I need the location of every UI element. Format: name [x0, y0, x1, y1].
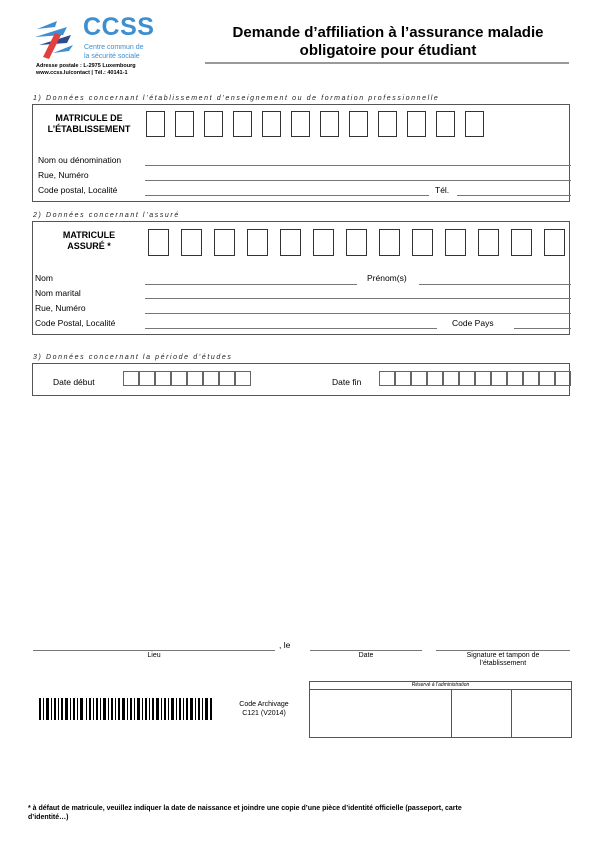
- matricule-digit-box[interactable]: [511, 229, 532, 256]
- insured-postal-label: Code Postal, Localité: [35, 318, 116, 328]
- section-3-box: [32, 363, 570, 396]
- insured-matricule-boxes[interactable]: [148, 229, 565, 256]
- insured-country-field[interactable]: [514, 328, 571, 329]
- admin-reserved-label: Réservé à l’administration: [411, 682, 470, 688]
- matricule-digit-box[interactable]: [146, 111, 165, 137]
- section-1-title: 1) Données concernant l’établissement d’enseignement ou de formation professionnelle: [33, 95, 440, 102]
- date-digit-box[interactable]: [491, 371, 507, 386]
- matricule-digit-box[interactable]: [148, 229, 169, 256]
- archive-code-label: Code Archivage: [239, 701, 289, 708]
- logo-subtitle-2: la sécurité sociale: [84, 53, 140, 60]
- insured-name-label: Nom: [35, 273, 53, 283]
- le-text: , le: [279, 640, 291, 650]
- date-digit-box[interactable]: [219, 371, 235, 386]
- date-digit-box[interactable]: [475, 371, 491, 386]
- insured-name-field[interactable]: [145, 284, 357, 285]
- date-digit-box[interactable]: [379, 371, 395, 386]
- place-caption: Lieu: [147, 652, 161, 659]
- date-digit-box[interactable]: [155, 371, 171, 386]
- date-digit-box[interactable]: [523, 371, 539, 386]
- matricule-digit-box[interactable]: [349, 111, 368, 137]
- date-digit-box[interactable]: [235, 371, 251, 386]
- matricule-digit-box[interactable]: [204, 111, 223, 137]
- date-digit-box[interactable]: [555, 371, 571, 386]
- archive-code-value: C121 (V2014): [242, 710, 286, 717]
- ccss-logo: [33, 13, 158, 63]
- date-digit-box[interactable]: [395, 371, 411, 386]
- insured-street-field[interactable]: [145, 313, 571, 314]
- title-line-1: Demande d’affiliation à l’assurance maladie: [232, 24, 544, 41]
- title-underline: [205, 62, 569, 64]
- start-date-boxes[interactable]: [123, 371, 251, 386]
- date-digit-box[interactable]: [139, 371, 155, 386]
- matricule-digit-box[interactable]: [412, 229, 433, 256]
- date-digit-box[interactable]: [411, 371, 427, 386]
- matricule-digit-box[interactable]: [346, 229, 367, 256]
- matricule-digit-box[interactable]: [478, 229, 499, 256]
- end-date-label: Date fin: [332, 377, 362, 387]
- page-title: [205, 24, 571, 60]
- admin-divider-2: [511, 690, 512, 737]
- section-1-box: [32, 104, 570, 202]
- archive-code: [228, 700, 300, 718]
- establishment-tel-label: Tél.: [435, 185, 450, 195]
- insured-postal-field[interactable]: [145, 328, 437, 329]
- matricule-digit-box[interactable]: [320, 111, 339, 137]
- date-digit-box[interactable]: [427, 371, 443, 386]
- date-digit-box[interactable]: [123, 371, 139, 386]
- section-2-title: 2) Données concernant l’assuré: [33, 212, 180, 219]
- date-digit-box[interactable]: [507, 371, 523, 386]
- establishment-name-label: Nom ou dénomination: [38, 155, 122, 165]
- footnote: [28, 804, 568, 822]
- start-date-label: Date début: [53, 377, 95, 387]
- date-digit-box[interactable]: [171, 371, 187, 386]
- insured-firstname-label: Prénom(s): [367, 273, 407, 283]
- matricule-digit-box[interactable]: [233, 111, 252, 137]
- date-digit-box[interactable]: [203, 371, 219, 386]
- admin-reserved-box: [309, 681, 572, 738]
- matricule-digit-box[interactable]: [175, 111, 194, 137]
- insured-firstname-field[interactable]: [419, 284, 571, 285]
- signature-field[interactable]: [436, 650, 570, 651]
- date-digit-box[interactable]: [443, 371, 459, 386]
- logo-subtitle-1: Centre commun de: [84, 44, 144, 51]
- end-date-boxes[interactable]: [379, 371, 571, 386]
- establishment-postal-label: Code postal, Localité: [38, 185, 118, 195]
- matricule-digit-box[interactable]: [544, 229, 565, 256]
- matricule-digit-box[interactable]: [436, 111, 455, 137]
- place-field[interactable]: [33, 650, 275, 651]
- date-caption: Date: [358, 652, 374, 659]
- insured-street-label: Rue, Numéro: [35, 303, 86, 313]
- establishment-name-field[interactable]: [145, 165, 571, 166]
- insured-country-label: Code Pays: [452, 318, 494, 328]
- admin-divider-1: [451, 690, 452, 737]
- matricule-digit-box[interactable]: [181, 229, 202, 256]
- establishment-tel-field[interactable]: [457, 195, 571, 196]
- title-line-2: obligatoire pour étudiant: [299, 42, 477, 59]
- establishment-street-field[interactable]: [145, 180, 571, 181]
- establishment-street-label: Rue, Numéro: [38, 170, 89, 180]
- date-field[interactable]: [310, 650, 422, 651]
- postal-address: Adresse postale : L-2975 Luxembourg: [36, 63, 136, 69]
- insured-marital-field[interactable]: [145, 298, 571, 299]
- matricule-digit-box[interactable]: [247, 229, 268, 256]
- logo-text: CCSS: [83, 13, 155, 41]
- matricule-digit-box[interactable]: [291, 111, 310, 137]
- date-digit-box[interactable]: [187, 371, 203, 386]
- establishment-matricule-label: MATRICULE DE L’ÉTABLISSEMENT: [47, 113, 131, 134]
- section-3-title: 3) Données concernant la période d’études: [33, 354, 233, 361]
- section-2-box: [32, 221, 570, 335]
- establishment-postal-field[interactable]: [145, 195, 429, 196]
- matricule-digit-box[interactable]: [378, 111, 397, 137]
- signature-caption: Signature et tampon de l’établissement: [466, 652, 540, 667]
- matricule-digit-box[interactable]: [313, 229, 334, 256]
- matricule-digit-box[interactable]: [214, 229, 235, 256]
- footnote-line-2: d’identité…): [28, 814, 69, 821]
- date-digit-box[interactable]: [539, 371, 555, 386]
- matricule-digit-box[interactable]: [280, 229, 301, 256]
- date-digit-box[interactable]: [459, 371, 475, 386]
- matricule-digit-box[interactable]: [407, 111, 426, 137]
- footnote-line-1: * à défaut de matricule, veuillez indiquer la date de naissance et joindre une copie d’une pièce d’identité officielle (passeport, carte: [28, 805, 462, 812]
- insured-marital-label: Nom marital: [35, 288, 81, 298]
- barcode: [39, 698, 212, 720]
- admin-header: [310, 682, 571, 690]
- establishment-matricule-boxes[interactable]: [146, 111, 484, 137]
- matricule-digit-box[interactable]: [262, 111, 281, 137]
- matricule-digit-box[interactable]: [465, 111, 484, 137]
- matricule-digit-box[interactable]: [379, 229, 400, 256]
- ccss-logo-mark-icon: [33, 17, 75, 59]
- insured-matricule-label: MATRICULE ASSURÉ *: [62, 230, 116, 251]
- matricule-digit-box[interactable]: [445, 229, 466, 256]
- contact-line: www.ccss.lu/contact | Tél.: 40141-1: [36, 70, 128, 76]
